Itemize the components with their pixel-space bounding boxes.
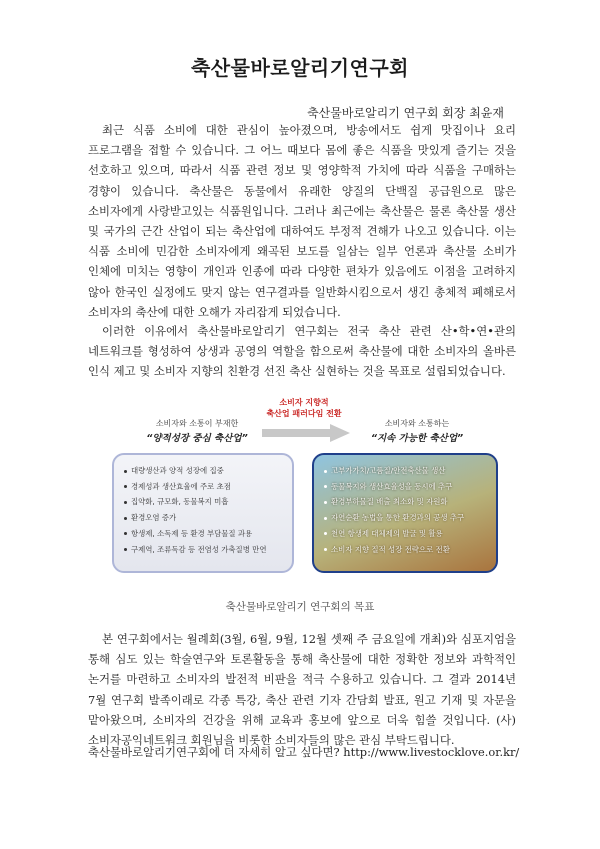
bullet-icon	[124, 548, 127, 551]
bullet-icon	[124, 485, 127, 488]
bullet-icon	[324, 532, 327, 535]
sustainable-box	[312, 453, 498, 573]
footer-link-text: 축산물바로알리기연구회에 더 자세히 알고 싶다면? http://www.livestocklove.or.kr/	[88, 745, 520, 759]
list-item: 동물복지와 생산효율성을 동시에 추구	[324, 479, 496, 495]
quantitative-growth-box	[112, 453, 294, 573]
goal-figure	[112, 395, 496, 585]
bullet-icon	[124, 470, 127, 473]
right-caption-small: 소비자와 소통하는	[384, 419, 450, 428]
bullet-icon	[324, 548, 327, 551]
bullet-icon	[324, 470, 327, 473]
figure-caption: 축산물바로알리기 연구회의 목표	[225, 601, 375, 613]
list-item: 구제역, 조류독감 등 전염성 가축질병 만연	[124, 542, 292, 558]
right-caption	[357, 418, 477, 444]
list-item: 대량생산과 양적 성장에 집중	[124, 463, 292, 479]
right-caption-big: “지속 가능한 축산업”	[370, 433, 464, 444]
bullet-icon	[124, 501, 127, 504]
paradigm-shift-line-1: 소비자 지향적	[279, 398, 329, 407]
list-item: 소비자 지향 질적 성장 전략으로 전환	[324, 542, 496, 558]
list-item: 환경부하물질 배출 최소화 및 자원화	[324, 494, 496, 510]
transition-arrow-icon	[262, 424, 350, 442]
bullet-icon	[324, 517, 327, 520]
paradigm-shift-line-2: 축산업 패러다임 전환	[266, 409, 342, 418]
left-item-list	[114, 455, 292, 557]
bullet-icon	[124, 517, 127, 520]
page-title: 축산물바로알리기연구회	[190, 56, 410, 80]
paradigm-shift-label	[258, 397, 350, 419]
list-item: 집약화, 규모화, 동물복지 미흡	[124, 494, 292, 510]
activities-paragraph: 본 연구회에서는 월례회(3월, 6월, 9월, 12월 셋째 주 금요일에 개최)와 심포지엄을 통해 심도 있는 학술연구와 토론활동을 통해 축산물에 대한 정확한 정보와 과학적인 논거를 마련하고 소비자의 발전적 비판을 적극 수용하고 있습니다. 그 결과 2014년 7월 연구회 발족이래로 각종 특강, 축산 관련 기자 간담회 발표, 원고 기재 및 자문을 맡아왔으며, 소비자의 건강을 위해 교육과 홍보에 앞으로 더욱 힘쓸 것입니다. (사)소비자공익네트워크 회원님을 비롯한 소비자들의 많은 관심 부탁드립니다.	[88, 632, 516, 748]
list-item: 환경오염 증가	[124, 510, 292, 526]
right-item-list	[314, 455, 496, 557]
left-caption-big: “양적성장 중심 축산업”	[146, 433, 248, 444]
intro-paragraph: 최근 식품 소비에 대한 관심이 높아졌으며, 방송에서도 쉽게 맛집이나 요리 프로그램을 접할 수 있습니다. 그 어느 때보다 몸에 좋은 식품을 맛있게 즐기는 것을 선호하고 있으며, 따라서 식품 관련 정보 및 영양학적 가치에 따라 식품을 구매하는 경향이 있습니다. 축산물은 동물에서 유래한 양질의 단백질 공급원으로 많은 소비자에게 사랑받고있는 식품원입니다. 그러나 최근에는 축산물은 물론 축산물 생산 및 국가의 근간 산업이 되는 축산업에 대하여도 부정적 견해가 나오고 있습니다. 이는 식품 소비에 민감한 소비자에게 왜곡된 보도를 일삼는 일부 언론과 축산물 소비가 인체에 미치는 영향이 개인과 인종에 따라 다양한 편차가 있음에도 이점을 고려하지 않아 한국인 실정에도 맞지 않는 연구결과를 일반화시킴으로서 생긴 총체적 폐해로서 소비자의 축산에 대한 오해가 자리잡게 되었습니다.	[88, 123, 516, 319]
list-item: 고부가가치/고품질/안전축산물 생산	[324, 463, 496, 479]
bullet-icon	[324, 485, 327, 488]
bullet-icon	[324, 501, 327, 504]
list-item: 경제성과 생산효율에 주로 초점	[124, 479, 292, 495]
list-item: 자연순환 농법을 통한 환경과의 공생 추구	[324, 510, 496, 526]
list-item: 항생제, 소독제 등 환경 부담물질 과용	[124, 526, 292, 542]
author-line: 축산물바로알리기 연구회 회장 최윤재	[307, 106, 504, 120]
bullet-icon	[124, 532, 127, 535]
purpose-paragraph: 이러한 이유에서 축산물바로알리기 연구회는 전국 축산 관련 산•학•연•관의 네트워크를 형성하여 상생과 공영의 역할을 함으로써 축산물에 대한 소비자의 올바른 인식 제고 및 소비자 지향의 친환경 선진 축산 실현하는 것을 목표로 설립되었습니다.	[88, 324, 516, 379]
list-item: 천연 항생제 대체제의 발굴 및 활용	[324, 526, 496, 542]
left-caption	[142, 418, 252, 444]
left-caption-small: 소비자와 소통이 부재한	[155, 419, 239, 428]
